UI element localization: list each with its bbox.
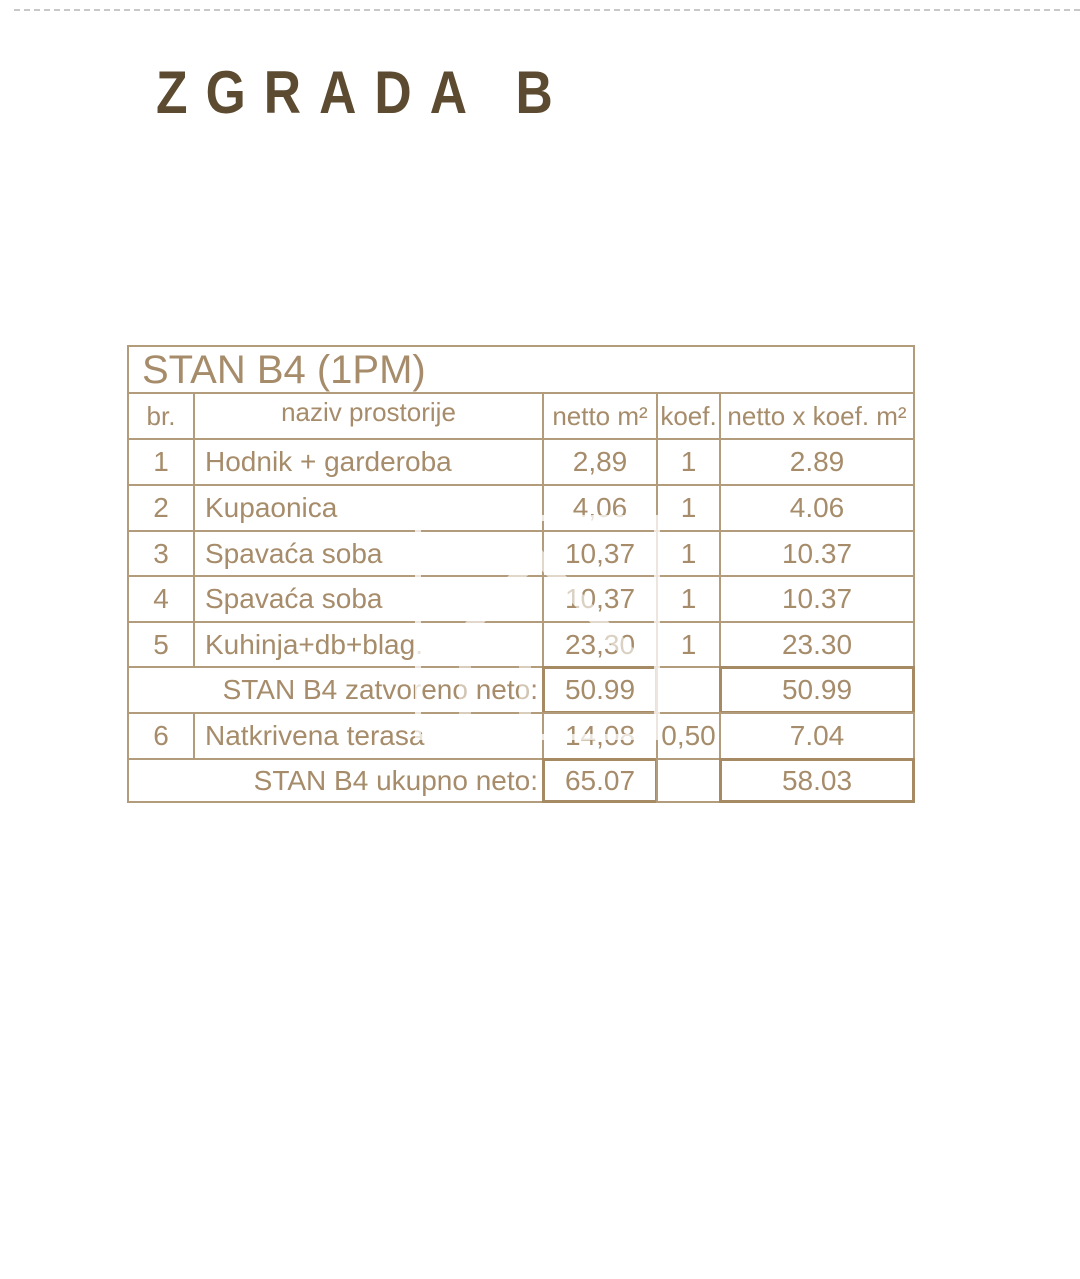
table-title: STAN B4 (1PM) [127, 345, 915, 394]
table-row-6-coef: 0,50 [656, 712, 721, 760]
table-row-6-net: 14,08 [542, 712, 658, 760]
table-row-4-net: 10,37 [542, 575, 658, 623]
table-row-2-room: Kupaonica [193, 484, 544, 532]
table-row-6-net-coef: 7.04 [719, 712, 915, 760]
subtotal-closed-label: STAN B4 zatvoreno neto: [127, 666, 544, 714]
header-no: br. [127, 392, 195, 440]
header-room-name: naziv prostorije [193, 392, 544, 440]
total-coef-empty [656, 758, 721, 803]
apartment-area-table [127, 345, 915, 803]
table-row-1-room: Hodnik + garderoba [193, 438, 544, 486]
header-net-times-coef: netto x koef. m² [719, 392, 915, 440]
total-net: 65.07 [542, 758, 658, 803]
subtotal-closed-net-coef: 50.99 [719, 666, 915, 714]
building-title: ZGRADA B [156, 59, 571, 126]
table-row-4-net-coef: 10.37 [719, 575, 915, 623]
table-row-6-no: 6 [127, 712, 195, 760]
top-dashed-divider [14, 9, 1080, 11]
subtotal-closed-coef-empty [656, 666, 721, 714]
subtotal-closed-net: 50.99 [542, 666, 658, 714]
table-row-4-no: 4 [127, 575, 195, 623]
table-row-2-coef: 1 [656, 484, 721, 532]
table-row-3-net: 10,37 [542, 530, 658, 577]
table-row-1-net: 2,89 [542, 438, 658, 486]
table-row-5-no: 5 [127, 621, 195, 668]
table-row-3-net-coef: 10.37 [719, 530, 915, 577]
table-row-3-coef: 1 [656, 530, 721, 577]
table-row-4-room: Spavaća soba [193, 575, 544, 623]
total-label: STAN B4 ukupno neto: [127, 758, 544, 803]
header-net-area: netto m² [542, 392, 658, 440]
table-row-5-net: 23,30 [542, 621, 658, 668]
header-coefficient: koef. [656, 392, 721, 440]
table-row-5-coef: 1 [656, 621, 721, 668]
table-row-2-net-coef: 4.06 [719, 484, 915, 532]
table-row-4-coef: 1 [656, 575, 721, 623]
table-row-5-room: Kuhinja+db+blag. [193, 621, 544, 668]
table-row-6-room: Natkrivena terasa [193, 712, 544, 760]
table-row-5-net-coef: 23.30 [719, 621, 915, 668]
table-row-3-room: Spavaća soba [193, 530, 544, 577]
table-row-1-coef: 1 [656, 438, 721, 486]
table-row-3-no: 3 [127, 530, 195, 577]
table-row-2-net: 4,06 [542, 484, 658, 532]
table-row-1-net-coef: 2.89 [719, 438, 915, 486]
table-row-1-no: 1 [127, 438, 195, 486]
total-net-coef: 58.03 [719, 758, 915, 803]
table-row-2-no: 2 [127, 484, 195, 532]
